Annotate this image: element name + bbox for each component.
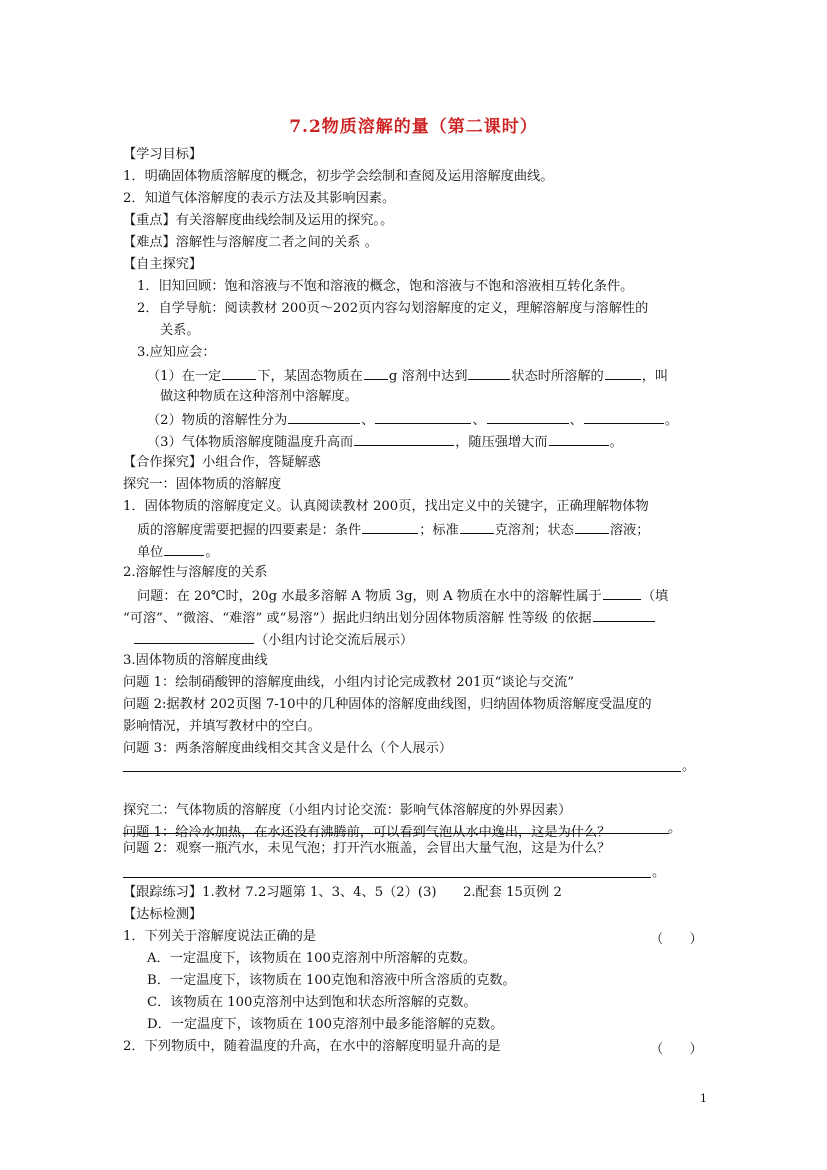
fill-blank[interactable] (460, 520, 494, 534)
question-1-cont: 做这种物质在这种溶剂中溶解度。 (160, 389, 358, 404)
fill-blank[interactable] (584, 410, 664, 424)
explore-1-item-3-q3: 问题 3：两条溶解度曲线相交其含义是什么（个人展示） (123, 741, 453, 756)
fill-blank[interactable] (603, 586, 641, 600)
test-question-1: 1．下列关于溶解度说法正确的是 (123, 929, 317, 944)
fill-blank[interactable] (364, 366, 388, 380)
self-study-3: 3.应知应会： (137, 345, 216, 360)
fill-blank[interactable] (164, 542, 204, 556)
explore-1-item-3-q2: 问题 2:据教材 202页图 7-10中的几种固体的溶解度曲线图，归纳固体物质溶解度受温度的 (123, 697, 652, 712)
answer-line[interactable] (123, 833, 669, 834)
goal-1: 1．明确固体物质溶解度的概念，初步学会绘制和查阅及运用溶解度曲线。 (123, 169, 554, 184)
fill-blank[interactable] (362, 520, 418, 534)
question-2: （2）物质的溶解性分为 、 、 、 。 (147, 410, 678, 430)
fill-blank[interactable] (375, 410, 471, 424)
explore-2-q2: 问题 2：观察一瓶汽水，未见气泡；打开汽水瓶盖，会冒出大量气泡，这是为什么？ (123, 841, 611, 856)
explore-1-item-2-criteria: “可溶”、“微溶、“难溶” 或“易溶”）据此归纳出划分固体物质溶解 性等级 的依据 (123, 608, 656, 628)
fill-blank[interactable] (354, 432, 454, 446)
explore-1-item-2-question: 问题：在 20℃时，20g 水最多溶解 A 物质 3g，则 A 物质在水中的溶解性属于 （填 (137, 586, 668, 606)
key-point: 【重点】有关溶解度曲线绘制及运用的探究。。 (123, 213, 394, 228)
option-b: B．一定温度下，该物质在 100克饱和溶液中所含溶质的克数。 (147, 973, 516, 988)
explore-1: 探究一：固体物质的溶解度 (123, 477, 282, 492)
follow-practice: 【跟踪练习】1.教材 7.2习题第 1、3、4、5（2）(3) 2.配套 15页例 2 (123, 885, 562, 900)
answer-line[interactable] (123, 771, 681, 772)
goals-heading: 【学习目标】 (123, 147, 203, 162)
question-1: （1）在一定 下，某固态物质在 g 溶剂中达到 状态时所溶解的 ，叫 (147, 366, 668, 386)
explore-2-q1: 问题 1：给冷水加热，在水还没有沸腾前，可以看到气泡从水中逸出，这是为什么？ (123, 825, 611, 840)
fill-blank[interactable] (575, 520, 609, 534)
self-study-heading: 【自主探究】 (123, 257, 203, 272)
question-3: （3）气体物质溶解度随温度升高而 ，随压强增大而 。 (147, 432, 623, 452)
explore-1-item-1-cont: 质的溶解度需要把握的四要素是：条件 ；标准 克溶剂；状态 溶液； (137, 520, 649, 540)
explore-1-item-3: 3.固体物质的溶解度曲线 (123, 653, 268, 668)
cooperation-heading: 【合作探究】小组合作，答疑解惑 (123, 455, 321, 470)
fill-blank[interactable] (134, 630, 254, 644)
option-d: D．一定温度下，该物质在 100克溶剂中最多能溶解的克数。 (147, 1017, 504, 1032)
explore-1-item-2: 2.溶解性与溶解度的关系 (123, 565, 268, 580)
fill-blank[interactable] (222, 366, 256, 380)
page-number: 1 (700, 1092, 707, 1105)
difficult-point: 【难点】溶解性与溶解度二者之间的关系 。 (123, 235, 378, 250)
goal-2: 2．知道气体溶解度的表示方法及其影响因素。 (123, 191, 396, 206)
self-study-1: 1．旧知回顾：饱和溶液与不饱和溶液的概念，饱和溶液与不饱和溶液相互转化条件。 (137, 279, 634, 294)
self-study-2: 2．自学导航：阅读教材 200页～202页内容勾划溶解度的定义，理解溶解度与溶解性的 (137, 301, 649, 316)
answer-paren[interactable]: （ ） (650, 1042, 703, 1057)
option-a: A．一定温度下，该物质在 100克溶剂中所溶解的克数。 (147, 951, 477, 966)
option-c: C．该物质在 100克溶剂中达到饱和状态所溶解的克数。 (147, 995, 477, 1010)
fill-blank[interactable] (605, 366, 641, 380)
explore-1-item-3-q1: 问题 1：绘制硝酸钾的溶解度曲线，小组内讨论完成教材 201页“谈论与交流” (123, 675, 575, 690)
explore-2: 探究二：气体物质的溶解度（小组内讨论交流：影响气体溶解度的外界因素） (123, 803, 572, 818)
fill-blank[interactable] (593, 608, 655, 622)
explore-1-item-3-q2-cont: 影响情况，并填写教材中的空白。 (123, 719, 321, 734)
fill-blank[interactable] (288, 410, 360, 424)
answer-line[interactable] (123, 877, 651, 878)
answer-period: 。 (652, 865, 666, 880)
self-study-2-cont: 关系。 (160, 323, 200, 338)
test-heading: 【达标检测】 (123, 907, 203, 922)
answer-paren[interactable]: （ ） (650, 932, 703, 947)
explore-1-item-1-unit: 单位 。 (137, 542, 219, 562)
test-question-2: 2．下列物质中，随着温度的升高，在水中的溶解度明显升高的是 (123, 1039, 501, 1054)
answer-period: 。 (682, 759, 696, 774)
page-title: 7.2物质溶解的量（第二课时） (289, 117, 538, 137)
fill-blank[interactable] (468, 366, 510, 380)
explore-1-item-2-cont: （小组内讨论交流后展示） (133, 630, 413, 650)
answer-period: 。 (668, 821, 682, 836)
fill-blank[interactable] (487, 410, 569, 424)
fill-blank[interactable] (549, 432, 609, 446)
explore-1-item-1: 1．固体物质的溶解度定义。认真阅读教材 200页，找出定义中的关键字，正确理解物体物 (123, 499, 649, 514)
